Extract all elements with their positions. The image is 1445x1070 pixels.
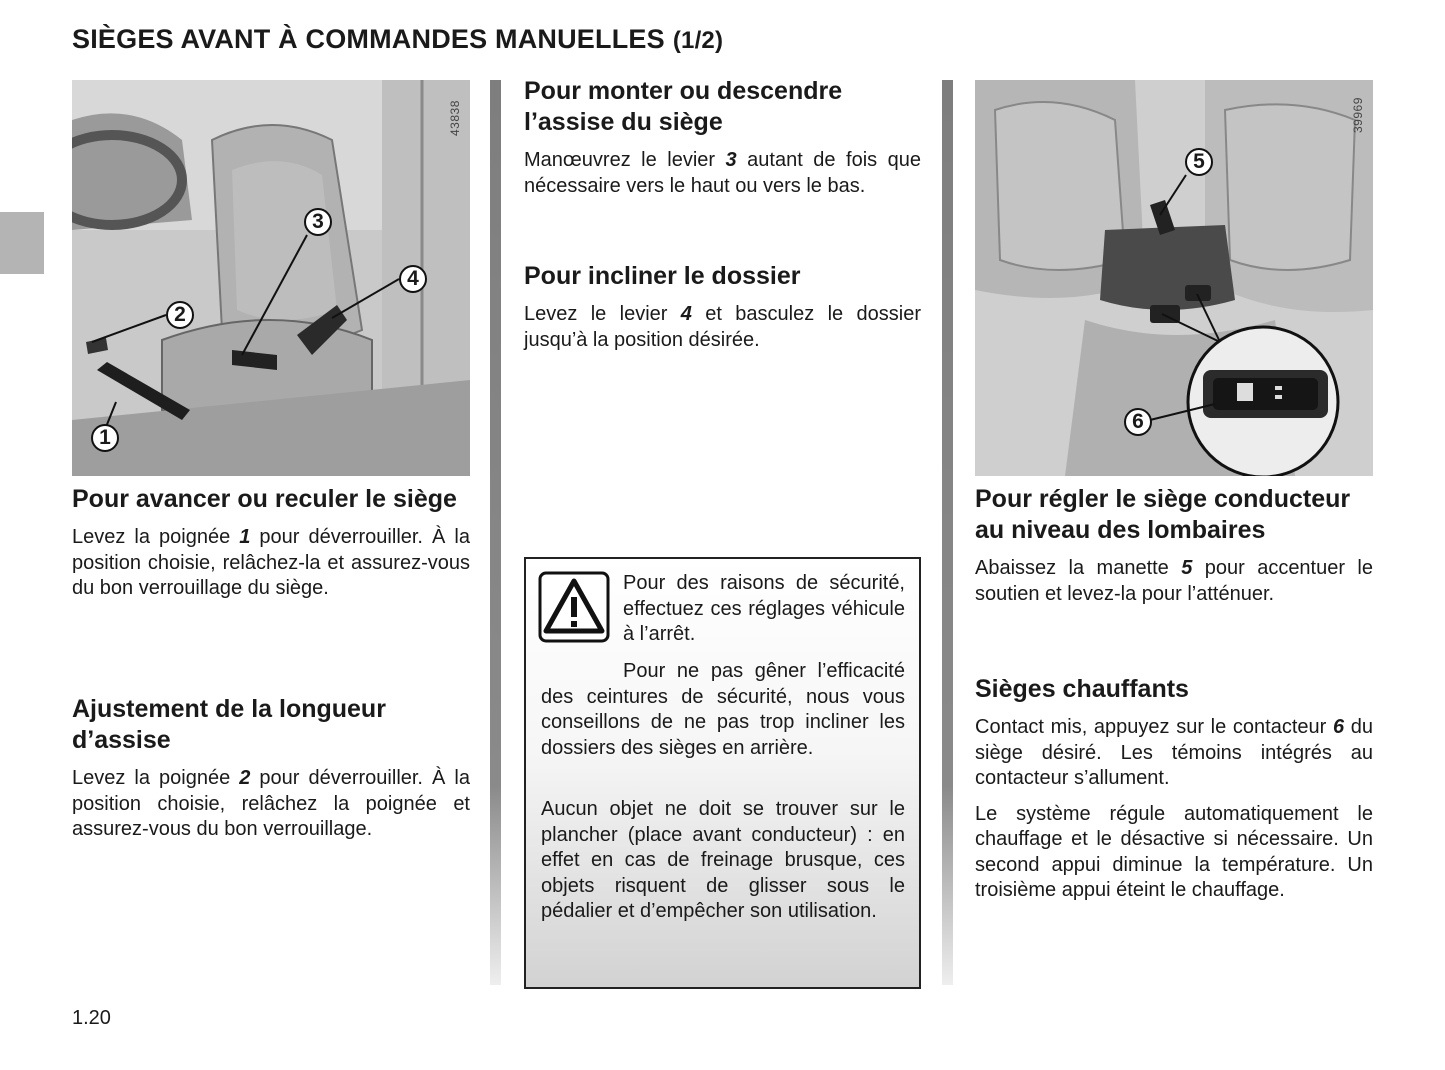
- section-heading: Pour régler le siège conducteur au niveau des lombaires: [975, 485, 1351, 544]
- callout-6: 6: [1124, 408, 1152, 436]
- section-heading: Pour avancer ou reculer le siège: [72, 485, 457, 513]
- section-seat-length: [72, 694, 470, 843]
- section-heading: Sièges chauffants: [975, 675, 1189, 703]
- figure-code-right: 39969: [1351, 97, 1365, 133]
- page-part: (1/2): [672, 27, 724, 54]
- section-seat-forward-back: [72, 484, 470, 602]
- section-text: Levez le levier 4 et basculez le dossier jusqu’à la position désirée.: [524, 303, 921, 351]
- section-heated-seats: [975, 674, 1373, 904]
- section-text: Levez la poignée 1 pour déverrouiller. À la position choisie, relâchez-la et assurez-vous du bon verrouillage du siège.: [72, 526, 470, 599]
- section-heading: Ajustement de la longueur d’assise: [72, 695, 386, 754]
- section-text: Contact mis, appuyez sur le contacteur 6 du siège désiré. Les témoins intégrés au contacteur s’allument.: [975, 716, 1373, 789]
- warning-text-3: Aucun objet ne doit se trouver sur le plancher (place avant conducteur) : en effet en cas de freinage brusque, ces objets risquent de glisser sous le pédalier et d’empêcher son utilisation.: [541, 798, 905, 922]
- section-heading: Pour incliner le dossier: [524, 262, 801, 290]
- chapter-tab: [0, 212, 44, 274]
- callout-5: 5: [1185, 148, 1213, 176]
- section-backrest-tilt: [524, 261, 921, 353]
- section-text-2: Le système régule automatiquement le chauffage et le désactive si nécessaire. Un second appui diminue la température. Un troisième appui éteint le chauffage.: [975, 802, 1373, 901]
- callout-1: 1: [91, 424, 119, 452]
- page-title: SIÈGES AVANT À COMMANDES MANUELLES (1/2): [72, 24, 724, 54]
- column-divider-right: [942, 80, 953, 985]
- safety-warning-box: [524, 557, 921, 989]
- callout-2: 2: [166, 301, 194, 329]
- column-divider-left: [490, 80, 501, 985]
- heated-seat-switch-photo: [975, 80, 1373, 476]
- page-number: 1.20: [72, 1007, 111, 1029]
- callout-3: 3: [304, 208, 332, 236]
- section-text: Abaissez la manette 5 pour accentuer le soutien et levez-la pour l’atténuer.: [975, 557, 1373, 605]
- warning-triangle-icon: [538, 571, 610, 643]
- callout-4: 4: [399, 265, 427, 293]
- section-heading: Pour monter ou descendre l’assise du siège: [524, 77, 843, 136]
- section-seat-height: [524, 76, 921, 199]
- warning-text-1: Pour des raisons de sécurité, effectuez ces réglages véhicule à l’arrêt.: [623, 572, 905, 645]
- warning-text-2: Pour ne pas gêner l’efficacité des ceintures de sécurité, nous vous conseillons de ne pas trop incliner les dossiers des sièges en arrière.: [541, 660, 905, 759]
- figure-code-left: 43838: [448, 100, 462, 136]
- section-text: Levez la poignée 2 pour déverrouiller. À la position choisie, relâchez la poignée et assurez-vous du bon verrouillage.: [72, 767, 470, 840]
- section-text: Manœuvrez le levier 3 autant de fois que nécessaire vers le haut ou vers le bas.: [524, 149, 922, 197]
- section-lumbar-support: [975, 484, 1373, 607]
